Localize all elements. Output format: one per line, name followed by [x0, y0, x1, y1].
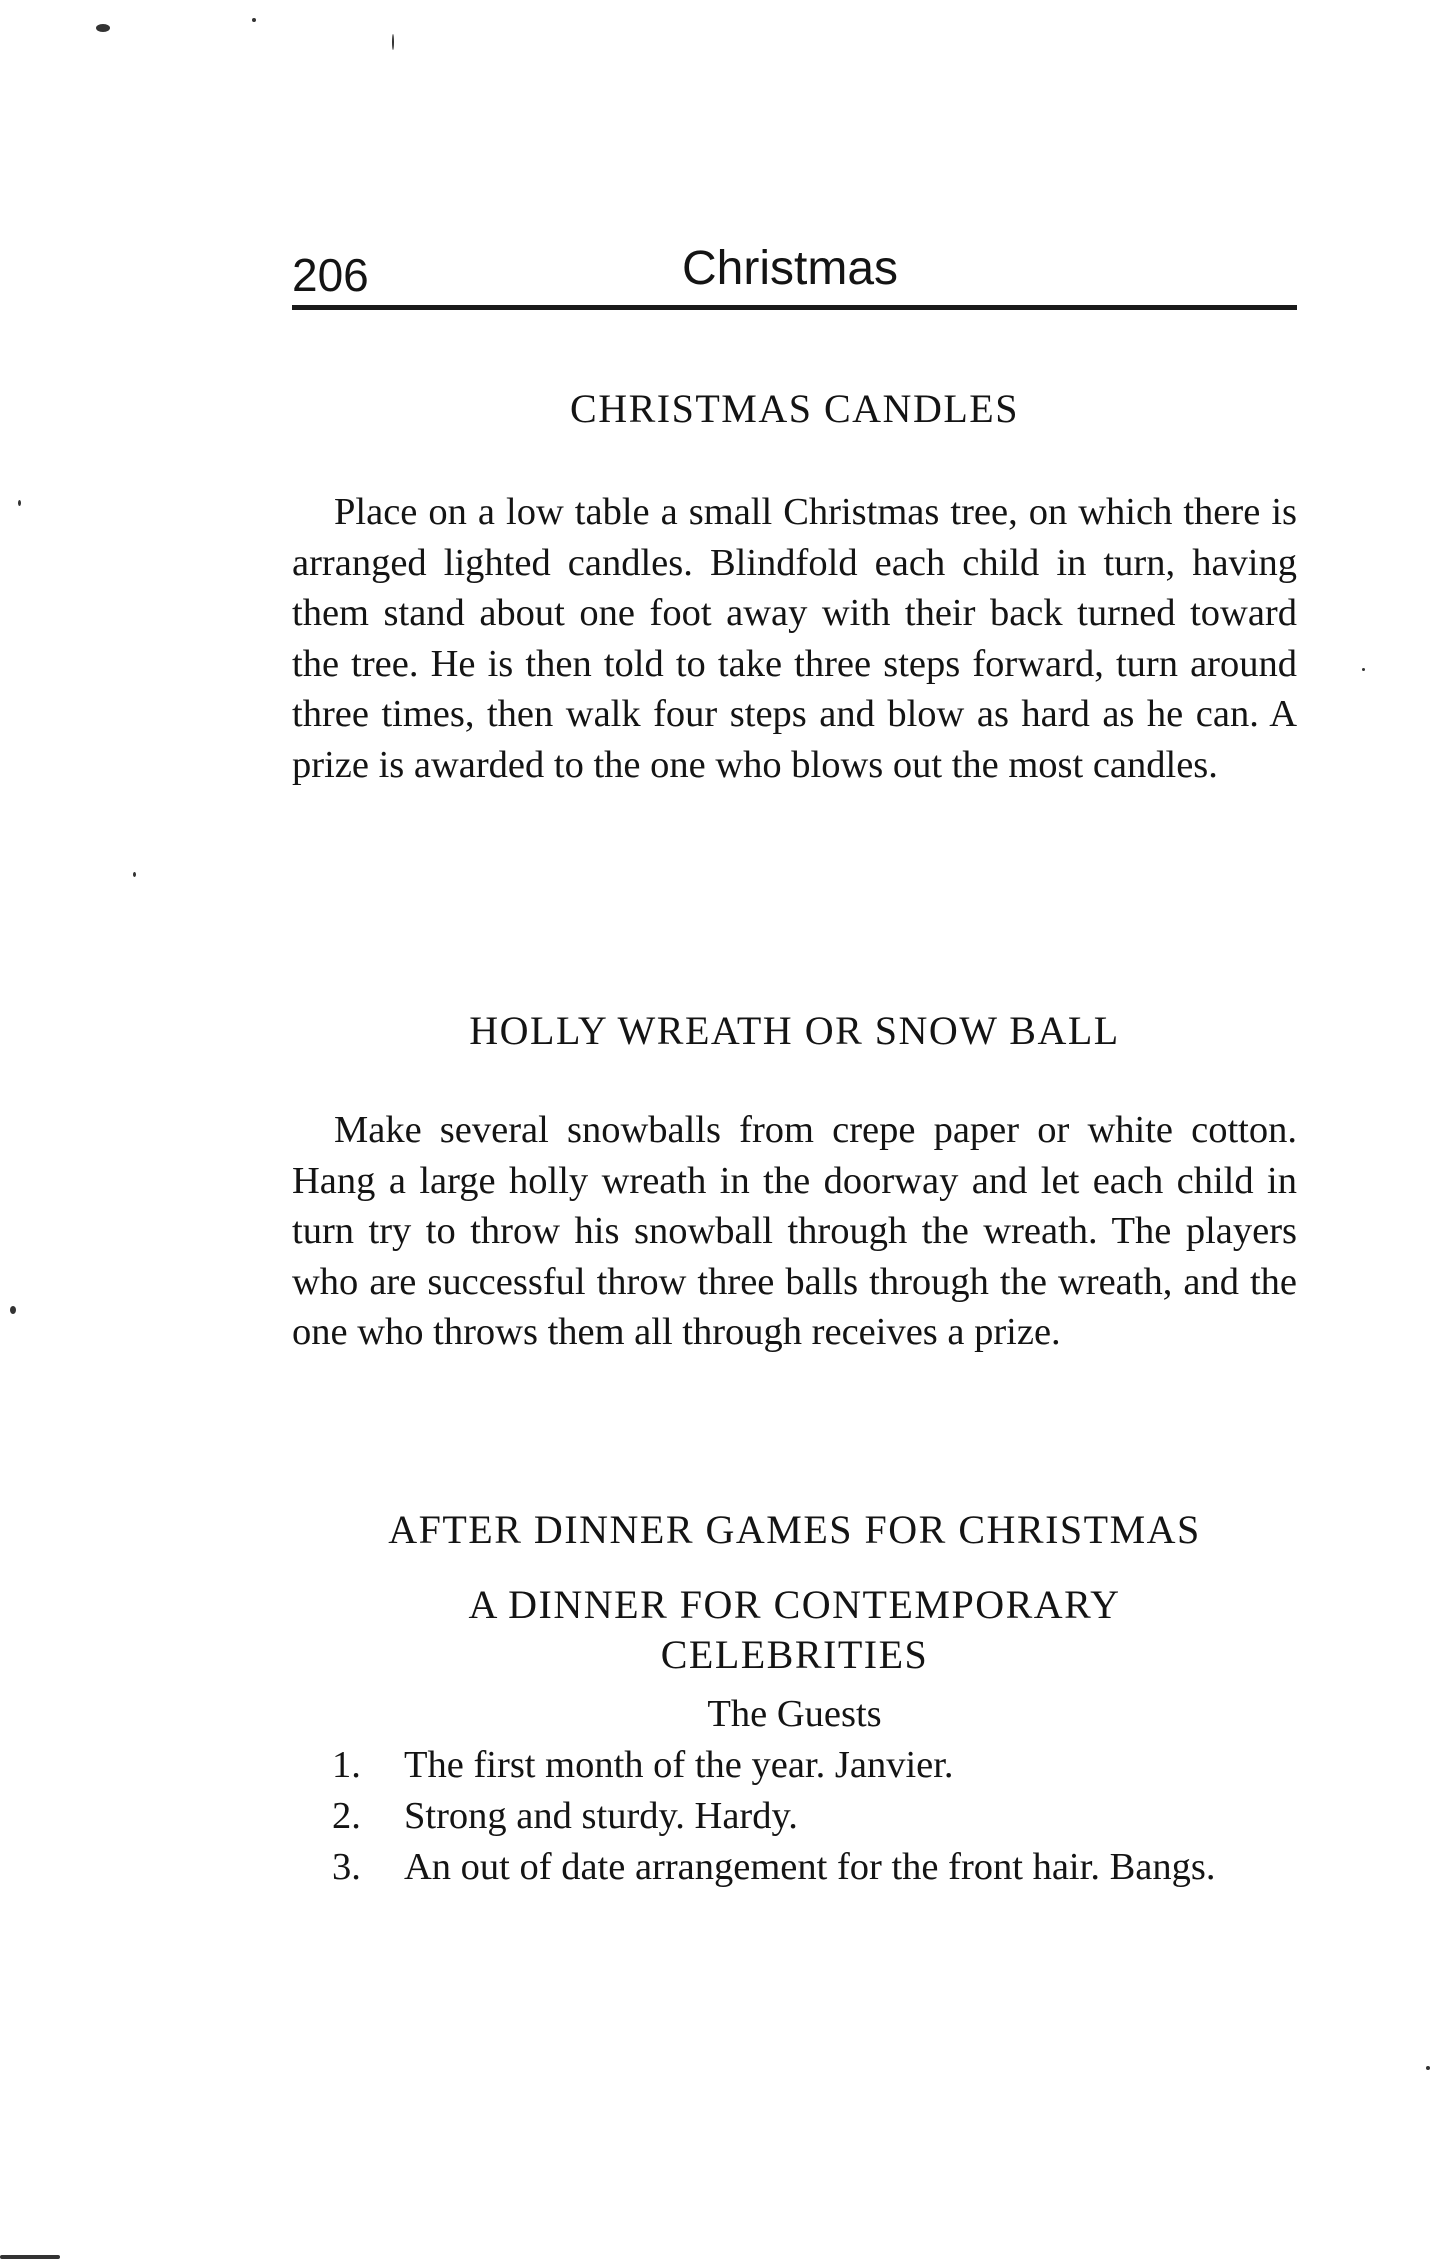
list-item: [292, 1791, 1297, 1842]
scan-speck: [133, 872, 136, 877]
list-item-text: An out of date arrangement for the front hair. Bangs.: [404, 1846, 1216, 1888]
scan-speck: [96, 24, 110, 32]
scan-speck: [252, 18, 256, 22]
list-item-number: 3.: [332, 1846, 361, 1888]
scan-speck: [392, 34, 394, 50]
section-title-holly-wreath: HOLLY WREATH OR SNOW BALL: [469, 1008, 1120, 1053]
scan-speck: [18, 500, 21, 506]
section-title-christmas-candles: CHRISTMAS CANDLES: [570, 386, 1019, 431]
list-item-text: The first month of the year. Janvier.: [404, 1744, 954, 1786]
page-content: [292, 0, 1297, 2267]
list-item: [292, 1740, 1297, 1791]
paragraph-holly-wreath: Make several snowballs from crepe paper or white cotton. Hang a large holly wreath in the doorway and let each child in turn try to throw his snowball through the wreath. The players who are successful throw three balls through the wreath, and the one who throws them all through receives a prize.: [292, 1109, 1297, 1353]
paragraph-christmas-candles: Place on a low table a small Christmas tree, on which there is arranged lighted candles. Blindfold each child in turn, having them stand about one foot away with their back turned toward the tree. He is then told to take three steps forward, turn around three times, then walk four steps and blow as hard as he can. A prize is awarded to the one who blows out the most candles.: [292, 491, 1297, 786]
guest-list: [292, 1740, 1297, 1893]
subtitle-dinner-line-2: CELEBRITIES: [660, 1632, 929, 1677]
list-item-text: Strong and sturdy. Hardy.: [404, 1795, 798, 1837]
guests-heading: The Guests: [707, 1693, 882, 1735]
scan-speck: [10, 1306, 16, 1314]
page-number: 206: [292, 249, 369, 301]
section-title-after-dinner-games: AFTER DINNER GAMES FOR CHRISTMAS: [388, 1507, 1201, 1552]
list-item-number: 2.: [332, 1795, 361, 1837]
list-item-number: 1.: [332, 1744, 361, 1786]
scan-speck: [1426, 2066, 1430, 2070]
subtitle-dinner-line-1: A DINNER FOR CONTEMPORARY: [468, 1582, 1121, 1627]
running-head: [292, 242, 1297, 310]
scan-speck: [0, 2255, 60, 2259]
list-item: [292, 1842, 1297, 1893]
running-title: Christmas: [682, 242, 899, 295]
scan-speck: [1362, 668, 1365, 671]
